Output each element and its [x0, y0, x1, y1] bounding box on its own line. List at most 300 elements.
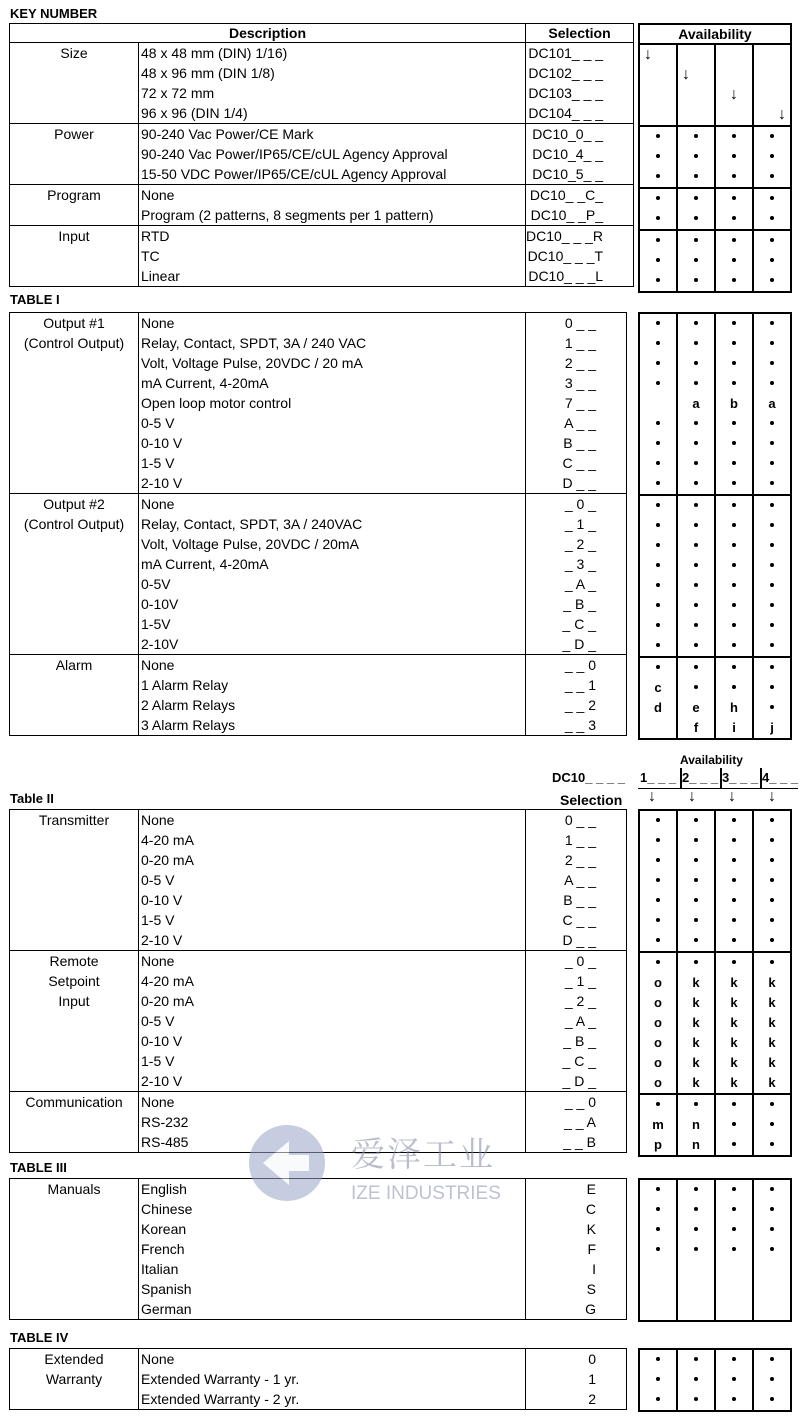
availability-group	[639, 188, 791, 230]
dot-icon	[656, 1187, 660, 1191]
available-dot-icon	[754, 434, 790, 454]
available-dot-icon	[716, 1200, 752, 1220]
footnote-letter: o	[654, 1015, 662, 1030]
dot-icon	[694, 341, 698, 345]
available-dot-icon	[640, 953, 676, 973]
availability-column-cell	[753, 1349, 791, 1411]
available-dot-icon	[640, 496, 676, 516]
dot-icon	[732, 685, 736, 689]
dot-icon	[770, 503, 774, 507]
available-dot-icon	[678, 1220, 714, 1240]
empty-cell	[640, 85, 676, 105]
dot-icon	[732, 1377, 736, 1381]
available-dot-icon	[678, 516, 714, 536]
availability-column-cell	[639, 313, 677, 495]
available-dot-icon	[678, 596, 714, 616]
dot-icon	[694, 441, 698, 445]
option-code: 1 _ _	[564, 335, 596, 351]
dot-icon	[770, 1227, 774, 1231]
column-code: 3_ _ _	[720, 768, 760, 788]
available-dot-icon	[640, 596, 676, 616]
available-dot-icon	[678, 953, 714, 973]
dot-icon	[732, 341, 736, 345]
available-dot-icon	[640, 454, 676, 474]
available-dot-icon	[678, 454, 714, 474]
footnote-letter: k	[768, 975, 776, 990]
selection-cell	[526, 124, 634, 185]
availability-column-cell	[639, 1094, 677, 1156]
category-cell	[10, 43, 139, 124]
dot-icon	[732, 1207, 736, 1211]
dot-icon	[770, 960, 774, 964]
dot-icon	[694, 623, 698, 627]
group-row	[10, 43, 634, 124]
option-description: Program (2 patterns, 8 segments per 1 pattern)	[141, 207, 434, 223]
option-code: C	[585, 1201, 596, 1217]
dot-icon	[732, 481, 736, 485]
availability-column-cell	[677, 126, 715, 188]
dot-icon	[770, 421, 774, 425]
option-description: 1-5 V	[141, 912, 175, 928]
dot-icon	[656, 583, 660, 587]
available-dot-icon	[716, 911, 752, 931]
option-code: 0 _ _	[564, 812, 596, 828]
dot-icon	[694, 838, 698, 842]
dot-icon	[656, 563, 660, 567]
option-description: 0-20 mA	[141, 852, 194, 868]
empty-cell	[640, 105, 676, 125]
dot-icon	[694, 1227, 698, 1231]
option-code: _ A _	[564, 576, 596, 592]
description-cell	[139, 124, 526, 185]
dot-icon	[732, 583, 736, 587]
option-code: _ _ B	[563, 1134, 596, 1150]
selection-cell	[526, 1349, 627, 1410]
table2	[9, 809, 627, 1153]
availability-table	[638, 1348, 792, 1412]
option-description: 15-50 VDC Power/IP65/CE/cUL Agency Approval	[141, 166, 447, 182]
available-dot-icon	[754, 167, 790, 187]
table2-column-codes	[638, 768, 799, 805]
option-code: I	[592, 1261, 596, 1277]
dot-icon	[770, 361, 774, 365]
availability-column-cell	[715, 952, 753, 1094]
option-code: 2	[588, 1391, 596, 1407]
available-dot-icon	[754, 911, 790, 931]
empty-cell	[716, 105, 752, 125]
table2-selection-label: Selection	[560, 792, 623, 808]
dot-icon	[656, 1377, 660, 1381]
dot-icon	[656, 918, 660, 922]
availability-group	[639, 657, 791, 739]
dot-icon	[770, 154, 774, 158]
availability-column-cell	[639, 44, 677, 126]
spec-table	[9, 1348, 627, 1410]
dot-icon	[770, 238, 774, 242]
dot-icon	[770, 838, 774, 842]
dot-icon	[732, 381, 736, 385]
availability-column-cell	[715, 126, 753, 188]
availability-column-cell	[753, 313, 791, 495]
available-dot-icon	[754, 1220, 790, 1240]
dot-icon	[656, 543, 660, 547]
dot-icon	[732, 134, 736, 138]
column-code: 1_ _ _	[640, 770, 677, 785]
dot-icon	[694, 665, 698, 669]
available-dot-icon	[716, 556, 752, 576]
option-code: _ _ A	[564, 1114, 596, 1130]
available-dot-icon	[754, 1135, 790, 1155]
available-dot-icon	[754, 811, 790, 831]
option-description: 48 x 48 mm (DIN) 1/16)	[141, 45, 288, 61]
dot-icon	[770, 858, 774, 862]
dot-icon	[770, 341, 774, 345]
available-dot-icon	[754, 271, 790, 291]
option-description: None	[141, 496, 175, 512]
available-dot-icon	[754, 576, 790, 596]
dot-icon	[694, 918, 698, 922]
available-dot-icon	[640, 658, 676, 678]
available-dot-icon	[678, 678, 714, 698]
available-dot-icon	[678, 314, 714, 334]
dot-icon	[732, 174, 736, 178]
available-dot-icon	[640, 1390, 676, 1410]
available-dot-icon	[716, 147, 752, 167]
empty-cell	[640, 65, 676, 85]
dot-icon	[694, 361, 698, 365]
availability-column-cell	[677, 44, 715, 126]
availability-table	[638, 23, 792, 293]
footnote-letter: k	[768, 995, 776, 1010]
option-description: None	[141, 1351, 175, 1367]
selection-cell	[526, 1092, 627, 1153]
dot-icon	[732, 258, 736, 262]
dot-icon	[656, 216, 660, 220]
option-code: DC10_ _C_	[529, 187, 604, 203]
available-dot-icon	[716, 1095, 752, 1115]
empty-cell	[754, 65, 790, 85]
available-dot-icon	[716, 189, 752, 209]
availability-column-cell	[677, 495, 715, 657]
option-description: Linear	[141, 268, 180, 284]
dot-icon	[732, 421, 736, 425]
option-description: 0-10 V	[141, 1033, 183, 1049]
dot-icon	[732, 154, 736, 158]
dot-icon	[770, 603, 774, 607]
option-description: Korean	[141, 1221, 187, 1237]
dot-icon	[770, 278, 774, 282]
option-description: None	[141, 953, 175, 969]
available-dot-icon	[716, 354, 752, 374]
footnote-letter: k	[768, 1055, 776, 1070]
selection-cell	[526, 185, 634, 226]
available-dot-icon	[754, 1240, 790, 1260]
footnote-letter: k	[768, 1015, 776, 1030]
available-dot-icon	[678, 414, 714, 434]
description-cell	[139, 313, 526, 494]
footnote-letter: k	[730, 995, 738, 1010]
available-dot-icon	[678, 871, 714, 891]
available-dot-icon	[716, 127, 752, 147]
dot-icon	[732, 898, 736, 902]
availability-column-cell	[715, 495, 753, 657]
option-code: D _ _	[562, 475, 596, 491]
option-description: Volt, Voltage Pulse, 20VDC / 20 mA	[141, 355, 363, 371]
available-dot-icon	[754, 1115, 790, 1135]
available-dot-icon	[678, 374, 714, 394]
dot-icon	[694, 960, 698, 964]
availability-column-cell	[715, 230, 753, 292]
dot-icon	[732, 1357, 736, 1361]
watermark-en: IZE INDUSTRIES	[351, 1183, 501, 1204]
dot-icon	[732, 1227, 736, 1231]
available-dot-icon	[716, 636, 752, 656]
available-dot-icon	[640, 334, 676, 354]
dot-icon	[770, 878, 774, 882]
option-description: 0-10 V	[141, 892, 183, 908]
available-dot-icon	[678, 1350, 714, 1370]
category-name: Output #1	[43, 315, 105, 331]
group-row	[10, 494, 627, 655]
key-number-availability	[638, 23, 792, 293]
dot-icon	[656, 1207, 660, 1211]
dot-icon	[770, 196, 774, 200]
available-dot-icon	[640, 374, 676, 394]
available-dot-icon	[716, 811, 752, 831]
selection-cell	[526, 494, 627, 655]
arrow-down-icon: ↓	[682, 66, 690, 83]
option-code: _ D _	[562, 636, 596, 652]
availability-column-cell	[753, 495, 791, 657]
arrow-down-icon: ↓	[688, 788, 696, 805]
option-description: 0-5 V	[141, 1013, 175, 1029]
dot-icon	[770, 381, 774, 385]
group-row	[10, 655, 627, 736]
empty-cell	[716, 65, 752, 85]
option-description: 0-20 mA	[141, 993, 194, 1009]
dot-icon	[770, 216, 774, 220]
dot-icon	[694, 1247, 698, 1251]
group-row	[10, 951, 627, 1092]
dot-icon	[656, 838, 660, 842]
available-dot-icon	[754, 678, 790, 698]
available-dot-icon	[754, 871, 790, 891]
available-dot-icon	[754, 891, 790, 911]
option-description: 3 Alarm Relays	[141, 717, 236, 733]
availability-column-cell	[753, 1179, 791, 1321]
available-dot-icon	[754, 454, 790, 474]
available-dot-icon	[640, 891, 676, 911]
availability-column-cell	[715, 657, 753, 739]
available-dot-icon	[754, 953, 790, 973]
footnote-letter: a	[768, 396, 776, 411]
availability-group	[639, 495, 791, 657]
footnote-letter: k	[692, 1075, 700, 1090]
available-dot-icon	[716, 434, 752, 454]
availability-column-cell	[753, 44, 791, 126]
dot-icon	[656, 238, 660, 242]
arrow-down-icon: ↓	[778, 106, 786, 123]
option-code: S	[586, 1281, 596, 1297]
available-dot-icon	[678, 231, 714, 251]
option-description: None	[141, 315, 175, 331]
available-dot-icon	[678, 271, 714, 291]
dot-icon	[732, 665, 736, 669]
available-dot-icon	[678, 931, 714, 951]
dot-icon	[732, 238, 736, 242]
option-description: Volt, Voltage Pulse, 20VDC / 20mA	[141, 536, 359, 552]
arrow-down-icon: ↓	[768, 788, 776, 805]
available-dot-icon	[716, 167, 752, 187]
option-code: 1	[588, 1371, 596, 1387]
option-code: _ B _	[563, 596, 596, 612]
available-dot-icon	[754, 616, 790, 636]
option-code: 3 _ _	[564, 375, 596, 391]
available-dot-icon	[754, 516, 790, 536]
available-dot-icon	[678, 811, 714, 831]
arrow-down-icon: ↓	[648, 788, 656, 805]
available-dot-icon	[716, 678, 752, 698]
category-name: Setpoint	[48, 973, 100, 989]
available-dot-icon	[754, 314, 790, 334]
option-description: mA Current, 4-20mA	[141, 556, 269, 572]
dot-icon	[770, 174, 774, 178]
dot-icon	[770, 1247, 774, 1251]
column-code: 2_ _ _	[680, 768, 720, 788]
option-code: DC10_ _ _R	[526, 228, 604, 244]
table4-availability	[638, 1348, 792, 1412]
dot-icon	[694, 898, 698, 902]
availability-column-cell	[677, 657, 715, 739]
selection-cell	[526, 1179, 627, 1320]
availability-column-cell	[677, 1349, 715, 1411]
option-description: Extended Warranty - 1 yr.	[141, 1371, 300, 1387]
option-code: DC10_0_ _	[532, 126, 604, 142]
dot-icon	[770, 1207, 774, 1211]
footnote-letter: o	[654, 975, 662, 990]
available-dot-icon	[754, 1350, 790, 1370]
available-dot-icon	[678, 1240, 714, 1260]
available-dot-icon	[716, 496, 752, 516]
dot-icon	[694, 1187, 698, 1191]
dot-icon	[694, 278, 698, 282]
dot-icon	[656, 461, 660, 465]
option-description: 2 Alarm Relays	[141, 697, 236, 713]
option-code: DC103_ _ _	[528, 85, 604, 101]
available-dot-icon	[640, 1240, 676, 1260]
selection-header: Selection	[526, 24, 634, 43]
category-cell	[10, 1179, 139, 1320]
dot-icon	[656, 421, 660, 425]
option-description: Open loop motor control	[141, 395, 292, 411]
category-name: Manuals	[47, 1181, 101, 1197]
dot-icon	[694, 1397, 698, 1401]
category-cell	[10, 951, 139, 1092]
footnote-letter: h	[730, 700, 738, 715]
available-dot-icon	[716, 596, 752, 616]
category-cell	[10, 313, 139, 494]
option-description: 1-5V	[141, 616, 171, 632]
option-code: _ _ 0	[564, 1094, 596, 1110]
dot-icon	[656, 258, 660, 262]
available-dot-icon	[678, 434, 714, 454]
dot-icon	[732, 603, 736, 607]
dot-icon	[732, 196, 736, 200]
description-header: Description	[10, 24, 526, 43]
description-cell	[139, 810, 526, 951]
availability-column-cell	[677, 952, 715, 1094]
dot-icon	[656, 818, 660, 822]
footnote-letter: k	[768, 1035, 776, 1050]
availability-column-cell	[677, 810, 715, 952]
category-cell	[10, 1092, 139, 1153]
available-dot-icon	[640, 474, 676, 494]
option-description: Extended Warranty - 2 yr.	[141, 1391, 300, 1407]
category-name: Communication	[25, 1094, 123, 1110]
footnote-letter: o	[654, 1075, 662, 1090]
option-description: 0-10 V	[141, 435, 183, 451]
footnote-letter: b	[730, 396, 738, 411]
spec-table	[9, 312, 627, 736]
empty-cell	[716, 1300, 752, 1320]
dot-icon	[770, 563, 774, 567]
dot-icon	[694, 381, 698, 385]
category-cell	[10, 1349, 139, 1410]
option-description: None	[141, 812, 175, 828]
available-dot-icon	[754, 831, 790, 851]
available-dot-icon	[716, 831, 752, 851]
dot-icon	[656, 134, 660, 138]
dot-icon	[694, 134, 698, 138]
option-code: _ 1 _	[564, 516, 596, 532]
available-dot-icon	[754, 231, 790, 251]
option-code: 2 _ _	[564, 355, 596, 371]
available-dot-icon	[678, 636, 714, 656]
available-dot-icon	[678, 911, 714, 931]
option-description: Relay, Contact, SPDT, 3A / 240VAC	[141, 516, 363, 532]
available-dot-icon	[716, 616, 752, 636]
option-code: _ _ 2	[564, 697, 596, 713]
available-dot-icon	[678, 658, 714, 678]
dot-icon	[656, 1227, 660, 1231]
available-dot-icon	[754, 1370, 790, 1390]
dot-icon	[770, 258, 774, 262]
footnote-letter: k	[692, 975, 700, 990]
option-code: _ 0 _	[564, 496, 596, 512]
dot-icon	[656, 878, 660, 882]
description-cell	[139, 1349, 526, 1410]
dot-icon	[770, 1102, 774, 1106]
available-dot-icon	[640, 147, 676, 167]
dot-icon	[656, 1102, 660, 1106]
option-description: French	[141, 1241, 185, 1257]
available-dot-icon	[640, 556, 676, 576]
dot-icon	[694, 461, 698, 465]
option-code: C _ _	[562, 912, 596, 928]
option-description: 96 x 96 (DIN 1/4)	[141, 105, 248, 121]
dot-icon	[732, 1397, 736, 1401]
dot-icon	[770, 1377, 774, 1381]
dot-icon	[694, 258, 698, 262]
option-description: None	[141, 657, 175, 673]
available-dot-icon	[754, 1200, 790, 1220]
empty-cell	[754, 1260, 790, 1280]
available-dot-icon	[640, 1350, 676, 1370]
dot-icon	[694, 1357, 698, 1361]
available-dot-icon	[640, 536, 676, 556]
availability-group	[639, 1349, 791, 1411]
option-code: 0	[588, 1351, 596, 1367]
